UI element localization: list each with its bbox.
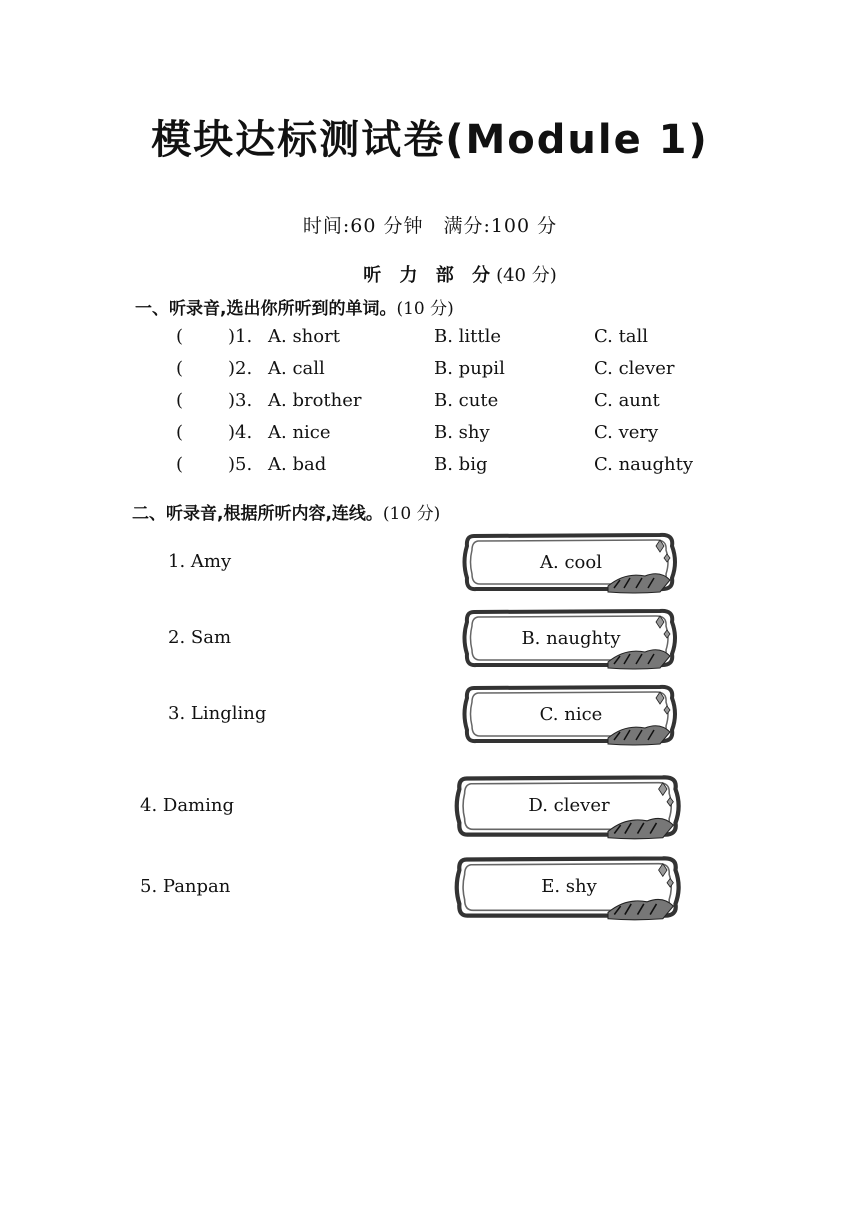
- matching-name[interactable]: 2. Sam: [168, 627, 232, 648]
- option-a: A. nice: [268, 422, 331, 443]
- answer-paren[interactable]: (: [176, 454, 184, 475]
- option-label: B. naughty: [521, 628, 621, 649]
- page-title: 模块达标测试卷(Module 1): [151, 117, 709, 163]
- question-row: [0, 358, 860, 388]
- option-label: A. cool: [540, 552, 602, 573]
- part-score: (40 分): [496, 265, 557, 286]
- answer-paren[interactable]: (: [176, 326, 184, 347]
- option-frame[interactable]: [460, 680, 682, 748]
- option-a: A. brother: [268, 390, 362, 411]
- matching-name[interactable]: 1. Amy: [168, 551, 232, 572]
- option-a: A. short: [268, 326, 340, 347]
- section2-title: 二、听录音,根据所听内容,连线。: [132, 504, 383, 524]
- option-b: B. big: [434, 454, 488, 475]
- section1-heading: [135, 294, 454, 319]
- part-name: 听 力 部 分: [363, 265, 497, 286]
- question-number: )2.: [228, 358, 253, 379]
- option-frame[interactable]: [460, 528, 682, 596]
- option-label: E. shy: [541, 876, 597, 897]
- question-row: [0, 390, 860, 420]
- question-number: )3.: [228, 390, 253, 411]
- option-frame[interactable]: [452, 851, 686, 923]
- option-label: D. clever: [528, 795, 610, 816]
- matching-name[interactable]: 5. Panpan: [140, 876, 231, 897]
- question-number: )4.: [228, 422, 253, 443]
- matching-name[interactable]: 3. Lingling: [168, 703, 267, 724]
- section1-score: (10 分): [396, 299, 454, 319]
- option-frame[interactable]: [460, 604, 682, 672]
- option-c: C. naughty: [594, 454, 694, 475]
- option-a: A. bad: [268, 454, 327, 475]
- answer-paren[interactable]: (: [176, 358, 184, 379]
- option-c: C. very: [594, 422, 659, 443]
- section2-heading: [132, 499, 440, 524]
- question-number: )5.: [228, 454, 253, 475]
- part-heading: [0, 261, 860, 287]
- section1-title: 一、听录音,选出你所听到的单词。: [135, 299, 397, 319]
- matching-name[interactable]: 4. Daming: [140, 795, 234, 816]
- answer-paren[interactable]: (: [176, 390, 184, 411]
- option-frame[interactable]: [452, 770, 686, 842]
- option-c: C. clever: [594, 358, 675, 379]
- question-number: )1.: [228, 326, 253, 347]
- option-c: C. tall: [594, 326, 649, 347]
- question-row: [0, 422, 860, 452]
- option-b: B. little: [434, 326, 502, 347]
- question-row: [0, 326, 860, 356]
- question-row: [0, 454, 860, 484]
- answer-paren[interactable]: (: [176, 422, 184, 443]
- option-c: C. aunt: [594, 390, 660, 411]
- option-label: C. nice: [539, 704, 603, 725]
- option-b: B. cute: [434, 390, 499, 411]
- exam-time-score: 时间:60 分钟 满分:100 分: [302, 215, 558, 237]
- option-b: B. shy: [434, 422, 490, 443]
- option-b: B. pupil: [434, 358, 505, 379]
- section2-score: (10 分): [382, 504, 441, 524]
- option-a: A. call: [268, 358, 325, 379]
